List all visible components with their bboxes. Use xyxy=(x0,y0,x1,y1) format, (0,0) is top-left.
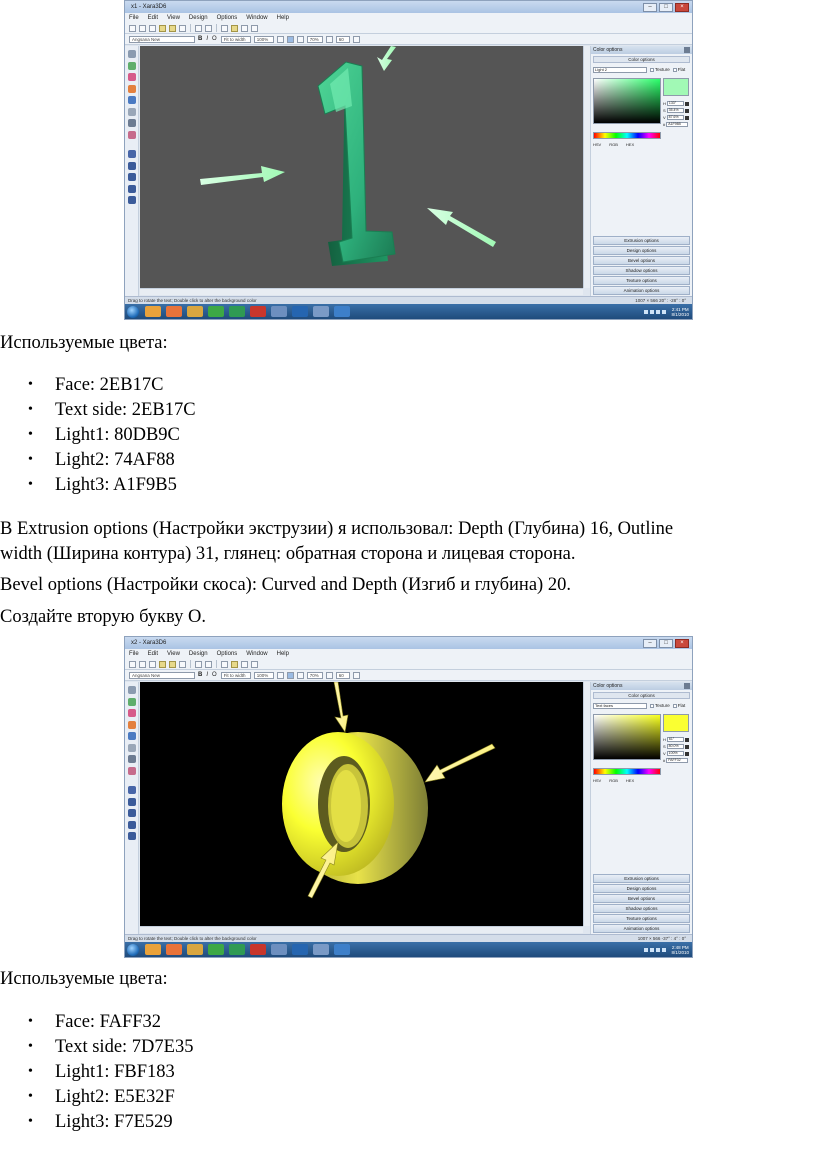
bevel-paragraph: Bevel options (Настройки скоса): Curved and Depth (Изгиб и глубина) 20. xyxy=(0,575,571,595)
vertical-scrollbar[interactable] xyxy=(583,46,590,288)
texture-options-button[interactable]: Texture options xyxy=(593,276,690,285)
extrusion-options-button[interactable]: Extrusion options xyxy=(593,236,690,245)
colors-list-1 xyxy=(0,373,196,498)
light-tool-icon[interactable] xyxy=(128,755,136,763)
mode-hsv[interactable]: HSV xyxy=(593,778,602,783)
font-select[interactable]: Angsana New xyxy=(129,672,195,679)
menu-options[interactable]: Options xyxy=(216,15,238,21)
width-select[interactable]: Fit to width xyxy=(221,36,251,43)
flat-checkbox[interactable] xyxy=(673,704,677,708)
menu-window[interactable]: Window xyxy=(246,15,268,21)
shadow-options-button[interactable]: Shadow options xyxy=(593,266,690,275)
redo-icon[interactable] xyxy=(205,661,212,668)
mode-rgb[interactable]: RGB xyxy=(609,142,618,147)
photoshop-taskbar-icon[interactable] xyxy=(292,306,308,317)
copy-icon[interactable] xyxy=(179,25,186,32)
color-gradient-picker[interactable] xyxy=(593,78,661,124)
reset-rotate-icon[interactable] xyxy=(128,196,136,204)
title-bar xyxy=(125,637,692,649)
undo-icon[interactable] xyxy=(195,25,202,32)
align-center-icon[interactable] xyxy=(287,36,294,43)
list-item: • Face: FAFF32 xyxy=(0,1010,193,1035)
bevel-field[interactable]: 70% xyxy=(307,36,323,43)
render-canvas[interactable] xyxy=(140,46,583,288)
toolbar-text xyxy=(125,34,692,45)
delete-icon[interactable] xyxy=(251,661,258,668)
used-colors-heading-2: Используемые цвета: xyxy=(0,969,168,989)
menu-bar xyxy=(125,649,692,659)
new-icon[interactable] xyxy=(129,661,136,668)
xara-taskbar-icon[interactable] xyxy=(313,306,329,317)
status-text: Drag to rotate the text; Double click to alter the background color xyxy=(128,298,257,303)
color-tool-icon[interactable] xyxy=(128,62,136,70)
design-options-button[interactable]: Design options xyxy=(593,246,690,255)
list-item: • Face: 2EB17C xyxy=(0,373,196,398)
title-bar xyxy=(125,1,692,13)
maximize-button[interactable]: □ xyxy=(659,639,673,648)
color-swatch xyxy=(663,78,689,96)
menu-design[interactable]: Design xyxy=(188,15,208,21)
y-rotate-icon[interactable] xyxy=(128,798,136,806)
angle-field[interactable]: 60 xyxy=(336,672,350,679)
color-mode-radios xyxy=(593,778,634,783)
light-arrow-1[interactable] xyxy=(377,46,396,71)
list-item: • Light3: A1F9B5 xyxy=(0,473,196,498)
bold-button[interactable]: B xyxy=(198,672,203,678)
green-one-render xyxy=(140,46,583,288)
menu-bar xyxy=(125,13,692,23)
spin-icon[interactable] xyxy=(326,36,333,43)
copy-icon[interactable] xyxy=(179,661,186,668)
system-tray xyxy=(644,942,692,957)
shadow-tool-icon[interactable] xyxy=(128,721,136,729)
windows-taskbar xyxy=(125,942,692,957)
animation-options-button[interactable]: Animation options xyxy=(593,924,690,933)
menu-view[interactable]: View xyxy=(167,651,180,657)
menu-help[interactable]: Help xyxy=(276,651,289,657)
tool-palette xyxy=(125,682,139,934)
bevel-tool-icon[interactable] xyxy=(128,73,136,81)
color-mode-radios xyxy=(593,142,634,147)
panel-title: Color options xyxy=(591,46,692,54)
colors-list-2 xyxy=(0,1010,193,1135)
outline-button[interactable]: O xyxy=(212,36,217,42)
option-buttons xyxy=(593,235,690,295)
free-rotate-icon[interactable] xyxy=(128,821,136,829)
bevel-tool-icon[interactable] xyxy=(128,709,136,717)
xara-taskbar-icon[interactable] xyxy=(313,944,329,955)
color-tool-icon[interactable] xyxy=(128,698,136,706)
hue-slider[interactable] xyxy=(593,768,661,775)
light-row: Light 2 Texture Flat xyxy=(595,66,686,72)
hue-slider[interactable] xyxy=(593,132,661,139)
z-rotate-icon[interactable] xyxy=(128,809,136,817)
app-taskbar-icon[interactable] xyxy=(229,306,245,317)
option-buttons xyxy=(593,873,690,933)
menu-view[interactable]: View xyxy=(167,15,180,21)
italic-button[interactable]: I xyxy=(206,672,209,678)
design-options-button[interactable]: Design options xyxy=(593,884,690,893)
color-options-panel xyxy=(590,46,692,296)
digit-face xyxy=(318,62,395,262)
list-item: • Text side: 2EB17C xyxy=(0,398,196,423)
used-colors-heading-1: Используемые цвета: xyxy=(0,333,168,353)
texture-tool-icon[interactable] xyxy=(128,108,136,116)
zoom-field[interactable]: 100% xyxy=(254,672,274,679)
bevel-options-button[interactable]: Bevel options xyxy=(593,894,690,903)
list-item: • Light3: F7E529 xyxy=(0,1110,193,1135)
window-taskbar-icon[interactable] xyxy=(271,306,287,317)
open-icon[interactable] xyxy=(139,25,146,32)
menu-options[interactable]: Options xyxy=(216,651,238,657)
horizontal-scrollbar[interactable] xyxy=(140,926,583,933)
panel-close-icon[interactable] xyxy=(684,683,690,689)
window-title: x1 - Xara3D6 xyxy=(131,4,167,10)
clock: 2:48 PM 8/1/2010 xyxy=(671,944,689,955)
bevel-field[interactable]: 70% xyxy=(307,672,323,679)
light-row: Text faces Texture Flat xyxy=(595,702,686,708)
x-rotate-icon[interactable] xyxy=(128,786,136,794)
panel-close-icon[interactable] xyxy=(684,47,690,53)
close-button[interactable]: × xyxy=(675,639,689,648)
play-icon[interactable] xyxy=(221,661,228,668)
pdf-taskbar-icon[interactable] xyxy=(250,944,266,955)
texture-options-button[interactable]: Texture options xyxy=(593,914,690,923)
work-area xyxy=(125,682,692,934)
text-tool-icon[interactable] xyxy=(128,50,136,58)
render-canvas[interactable] xyxy=(140,682,583,926)
horizontal-scrollbar[interactable] xyxy=(140,288,583,295)
media-taskbar-icon[interactable] xyxy=(208,944,224,955)
yellow-o-render xyxy=(140,682,583,926)
windows-taskbar xyxy=(125,304,692,319)
start-button-icon[interactable] xyxy=(127,944,139,956)
anim-tool-icon[interactable] xyxy=(128,767,136,775)
menu-edit[interactable]: Edit xyxy=(147,651,159,657)
screenshot-xara-green-one xyxy=(124,0,693,320)
align-right-icon[interactable] xyxy=(297,36,304,43)
extrusion-paragraph-line2: width (Ширина контура) 31, глянец: обратная сторона и лицевая сторона. xyxy=(0,544,576,564)
menu-file[interactable]: File xyxy=(129,651,139,657)
extrusion-options-button[interactable]: Extrusion options xyxy=(593,874,690,883)
hsv-fields: H 61° S 80.0% V 100% # FAFF32 xyxy=(663,736,689,764)
frames-icon[interactable] xyxy=(231,25,238,32)
light-select[interactable]: Text faces xyxy=(593,703,647,709)
firefox-taskbar-icon[interactable] xyxy=(166,306,182,317)
bevel-options-button[interactable]: Bevel options xyxy=(593,256,690,265)
paint-taskbar-icon[interactable] xyxy=(334,306,350,317)
extrude-tool-icon[interactable] xyxy=(128,96,136,104)
folder-taskbar-icon[interactable] xyxy=(187,944,203,955)
link-icon[interactable] xyxy=(241,661,248,668)
panel-title: Color options xyxy=(591,682,692,690)
align-left-icon[interactable] xyxy=(277,36,284,43)
color-gradient-picker[interactable] xyxy=(593,714,661,760)
panel-header: Color options xyxy=(593,692,690,699)
extrude-tool-icon[interactable] xyxy=(128,732,136,740)
color-options-panel xyxy=(590,682,692,934)
angle-spin-icon[interactable] xyxy=(353,36,360,43)
status-coords: 1007 × 566 -37° : 4° : 0° xyxy=(637,936,686,941)
open-icon[interactable] xyxy=(139,661,146,668)
align-left-icon[interactable] xyxy=(277,672,284,679)
menu-help[interactable]: Help xyxy=(276,15,289,21)
new-icon[interactable] xyxy=(129,25,136,32)
font-select[interactable]: Angsana New xyxy=(129,36,195,43)
menu-edit[interactable]: Edit xyxy=(147,15,159,21)
export-icon[interactable] xyxy=(159,25,166,32)
bold-button[interactable]: B xyxy=(198,36,203,42)
anim-tool-icon[interactable] xyxy=(128,131,136,139)
mode-hex[interactable]: HEX xyxy=(625,778,635,783)
undo-icon[interactable] xyxy=(195,661,202,668)
firefox-taskbar-icon[interactable] xyxy=(166,944,182,955)
y-rotate-icon[interactable] xyxy=(128,162,136,170)
explorer-taskbar-icon[interactable] xyxy=(145,944,161,955)
width-select[interactable]: Fit to width xyxy=(221,672,251,679)
save-icon[interactable] xyxy=(149,661,156,668)
delete-icon[interactable] xyxy=(251,25,258,32)
app-taskbar-icon[interactable] xyxy=(229,944,245,955)
media-taskbar-icon[interactable] xyxy=(208,306,224,317)
photoshop-taskbar-icon[interactable] xyxy=(292,944,308,955)
frames-icon[interactable] xyxy=(231,661,238,668)
paint-taskbar-icon[interactable] xyxy=(334,944,350,955)
animation-options-button[interactable]: Animation options xyxy=(593,286,690,295)
maximize-button[interactable]: □ xyxy=(659,3,673,12)
pdf-taskbar-icon[interactable] xyxy=(250,306,266,317)
light-tool-icon[interactable] xyxy=(128,119,136,127)
mode-rgb[interactable]: RGB xyxy=(609,778,618,783)
folder-taskbar-icon[interactable] xyxy=(187,306,203,317)
align-center-icon[interactable] xyxy=(287,672,294,679)
menu-design[interactable]: Design xyxy=(188,651,208,657)
x-rotate-icon[interactable] xyxy=(128,150,136,158)
mode-hex[interactable]: HEX xyxy=(625,142,635,147)
create-o-paragraph: Создайте вторую букву О. xyxy=(0,607,206,627)
status-bar xyxy=(125,296,692,304)
light-arrow-3[interactable] xyxy=(427,208,496,247)
free-rotate-icon[interactable] xyxy=(128,185,136,193)
reset-rotate-icon[interactable] xyxy=(128,832,136,840)
spin-icon[interactable] xyxy=(326,672,333,679)
light-arrow-2[interactable] xyxy=(200,166,285,185)
import-icon[interactable] xyxy=(169,25,176,32)
screenshot-xara-yellow-o xyxy=(124,636,693,958)
status-bar xyxy=(125,934,692,942)
export-icon[interactable] xyxy=(159,661,166,668)
z-rotate-icon[interactable] xyxy=(128,173,136,181)
tool-palette xyxy=(125,46,139,296)
toolbar-top xyxy=(125,23,692,34)
window-taskbar-icon[interactable] xyxy=(271,944,287,955)
extrusion-paragraph-line1: В Extrusion options (Настройки экструзии) я использовал: Depth (Глубина) 16, Outline xyxy=(0,519,674,539)
angle-spin-icon[interactable] xyxy=(353,672,360,679)
start-button-icon[interactable] xyxy=(127,306,139,318)
minimize-button[interactable]: – xyxy=(643,3,657,12)
redo-icon[interactable] xyxy=(205,25,212,32)
list-item: • Light2: 74AF88 xyxy=(0,448,196,473)
light-arrow-1[interactable] xyxy=(334,682,348,732)
light-arrow-2[interactable] xyxy=(425,744,495,782)
align-right-icon[interactable] xyxy=(297,672,304,679)
vertical-scrollbar[interactable] xyxy=(583,682,590,926)
list-item: • Light2: E5E32F xyxy=(0,1085,193,1110)
texture-checkbox[interactable] xyxy=(650,68,654,72)
outline-button[interactable]: O xyxy=(212,672,217,678)
italic-button[interactable]: I xyxy=(206,36,209,42)
explorer-taskbar-icon[interactable] xyxy=(145,306,161,317)
menu-file[interactable]: File xyxy=(129,15,139,21)
toolbar-top xyxy=(125,659,692,670)
zoom-field[interactable]: 100% xyxy=(254,36,274,43)
hsv-fields: H 133° S 35.4% V 87.6% # A1F9B5 xyxy=(663,100,689,128)
list-item: • Text side: 7D7E35 xyxy=(0,1035,193,1060)
texture-checkbox[interactable] xyxy=(650,704,654,708)
close-button[interactable]: × xyxy=(675,3,689,12)
status-coords: 1007 × 566 20° : -28° : 0° xyxy=(635,298,686,303)
panel-header: Color options xyxy=(593,56,690,63)
color-swatch xyxy=(663,714,689,732)
system-tray xyxy=(644,304,692,319)
angle-field[interactable]: 60 xyxy=(336,36,350,43)
shadow-tool-icon[interactable] xyxy=(128,85,136,93)
list-item: • Light1: 80DB9C xyxy=(0,423,196,448)
texture-tool-icon[interactable] xyxy=(128,744,136,752)
mode-hsv[interactable]: HSV xyxy=(593,142,602,147)
work-area xyxy=(125,46,692,296)
shadow-options-button[interactable]: Shadow options xyxy=(593,904,690,913)
status-text: Drag to rotate the text; Double click to alter the background color xyxy=(128,936,257,941)
play-icon[interactable] xyxy=(221,25,228,32)
toolbar-text xyxy=(125,670,692,681)
flat-checkbox[interactable] xyxy=(673,68,677,72)
import-icon[interactable] xyxy=(169,661,176,668)
minimize-button[interactable]: – xyxy=(643,639,657,648)
list-item: • Light1: FBF183 xyxy=(0,1060,193,1085)
save-icon[interactable] xyxy=(149,25,156,32)
clock: 2:41 PM 8/1/2010 xyxy=(671,306,689,317)
link-icon[interactable] xyxy=(241,25,248,32)
menu-window[interactable]: Window xyxy=(246,651,268,657)
light-select[interactable]: Light 2 xyxy=(593,67,647,73)
window-title: x2 - Xara3D6 xyxy=(131,640,167,646)
text-tool-icon[interactable] xyxy=(128,686,136,694)
